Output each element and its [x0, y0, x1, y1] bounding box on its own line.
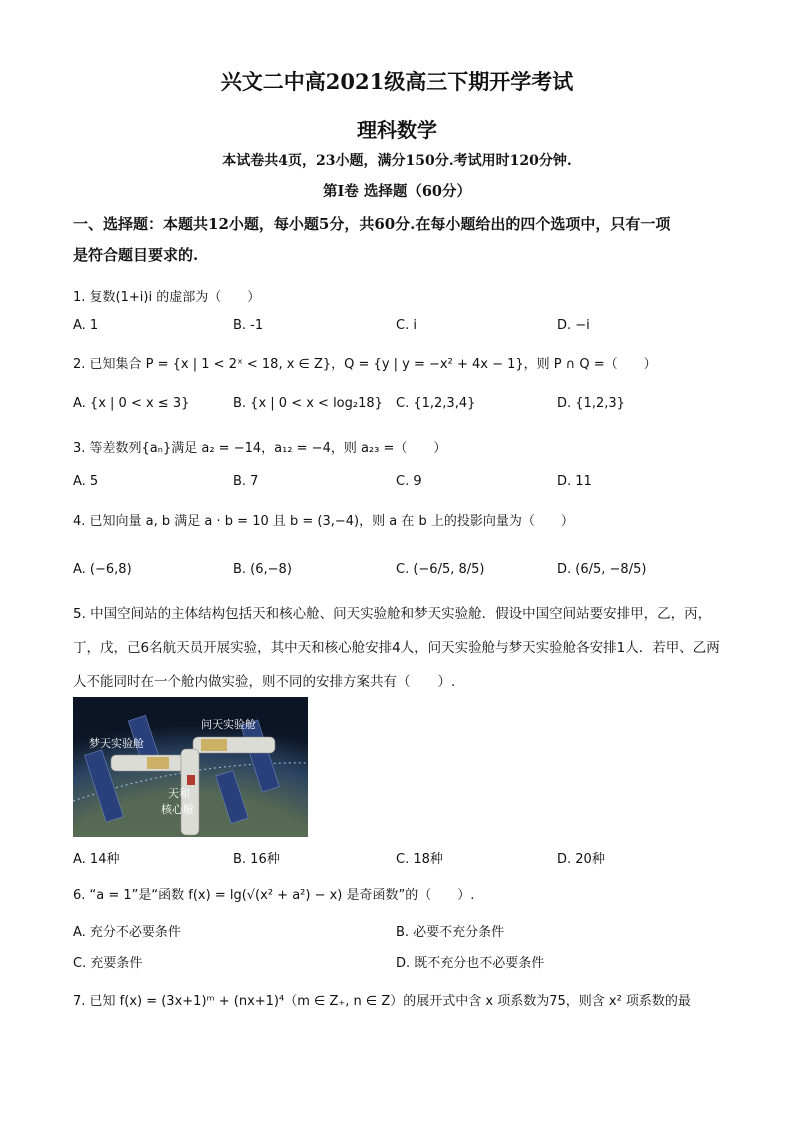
question-2-option-d: D. {1,2,3}	[557, 396, 625, 411]
question-4-option-d: D. (6/5, −8/5)	[557, 562, 647, 577]
question-4-stem: 4. 已知向量 a, b 满足 a · b = 10 且 b = (3,−4)，则 a 在 b 上的投影向量为（ ）	[73, 514, 574, 529]
label-tianhe-line2: 核心舱	[161, 803, 194, 816]
label-tianhe-line1: 天和	[168, 787, 190, 800]
space-station-image	[73, 697, 308, 837]
part-title: 第I卷 选择题（60分）	[322, 183, 471, 200]
question-1-option-d: D. −i	[557, 318, 590, 333]
question-6-option-d: D. 既不充分也不必要条件	[396, 956, 545, 971]
question-2-option-a: A. {x | 0 < x ≤ 3}	[73, 396, 190, 411]
space-station-figure	[73, 697, 308, 837]
question-5-option-c: C. 18种	[396, 852, 443, 867]
question-1-stem: 1. 复数(1+i)i 的虚部为（ ）	[73, 290, 261, 305]
question-3-option-b: B. 7	[233, 474, 259, 489]
question-5-option-a: A. 14种	[73, 852, 120, 867]
question-4-option-a: A. (−6,8)	[73, 562, 132, 577]
question-7-stem: 7. 已知 f(x) = (3x+1)ᵐ + (nx+1)⁴（m ∈ Z₊, n ∈ Z）的展开式中含 x 项系数为75，则含 x² 项系数的最	[73, 994, 691, 1009]
label-mengtian-module: 梦天实验舱	[89, 737, 144, 750]
section-heading-line1: 一、选择题：本题共12小题，每小题5分，共60分.在每小题给出的四个选项中，只有一项	[73, 215, 671, 233]
question-1-option-b: B. -1	[233, 318, 264, 333]
question-5-text: 5. 中国空间站的主体结构包括天和核心舱、问天实验舱和梦天实验舱．假设中国空间站要安排甲，乙，丙，丁，戊，己6名航天员开展实验，其中天和核心舱安排4人，问天实验舱与梦天实验舱各安排1人．若甲、乙两人不能同时在一个舱内做实验，则不同的安排方案共有（ ）.	[73, 606, 720, 690]
question-5-option-b: B. 16种	[233, 852, 280, 867]
question-6-option-c: C. 充要条件	[73, 956, 143, 971]
section-heading-line2: 是符合题目要求的.	[73, 246, 199, 264]
question-6-option-a: A. 充分不必要条件	[73, 925, 181, 940]
question-4-option-c: C. (−6/5, 8/5)	[396, 562, 485, 577]
question-3-option-c: C. 9	[396, 474, 422, 489]
question-5-option-d: D. 20种	[557, 852, 605, 867]
exam-subject: 理科数学	[357, 118, 437, 142]
question-1-option-a: A. 1	[73, 318, 99, 333]
label-wentian-module: 问天实验舱	[201, 718, 256, 731]
exam-title: 兴文二中高2021级高三下期开学考试	[220, 69, 574, 94]
question-3-stem: 3. 等差数列{aₙ}满足 a₂ = −14，a₁₂ = −4，则 a₂₃ =（ ）	[73, 441, 447, 456]
question-4-option-b: B. (6,−8)	[233, 562, 292, 577]
question-1-option-c: C. i	[396, 318, 417, 333]
question-6-stem: 6. “a = 1”是“函数 f(x) = lg(√(x² + a²) − x) 是奇函数”的（ ）.	[73, 888, 475, 903]
question-2-option-c: C. {1,2,3,4}	[396, 396, 476, 411]
question-3-option-a: A. 5	[73, 474, 99, 489]
exam-info: 本试卷共4页，23小题，满分150分.考试用时120分钟.	[222, 153, 572, 169]
question-6-option-b: B. 必要不充分条件	[396, 925, 505, 940]
question-2-option-b: B. {x | 0 < x < log₂18}	[233, 396, 383, 411]
question-3-option-d: D. 11	[557, 474, 592, 489]
question-2-stem: 2. 已知集合 P = {x | 1 < 2ˣ < 18, x ∈ Z}，Q = {y | y = −x² + 4x − 1}，则 P ∩ Q =（ ）	[73, 357, 657, 372]
